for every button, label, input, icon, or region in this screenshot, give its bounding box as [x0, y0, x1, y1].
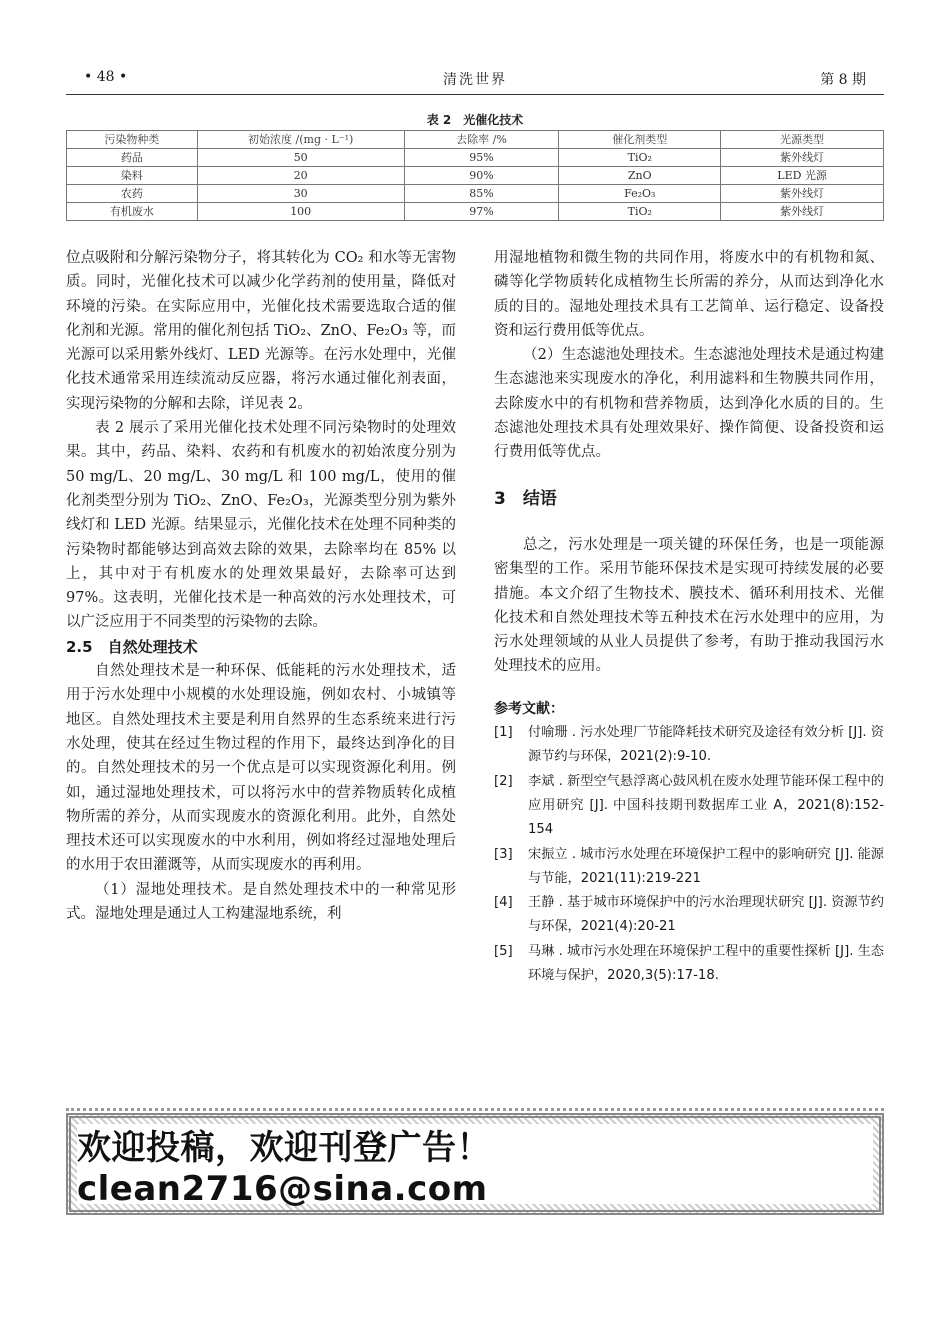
- table-header-cell: 光源类型: [721, 131, 884, 149]
- table-row: [67, 185, 884, 203]
- table-cell: 90%: [404, 167, 559, 185]
- reference-text: 宋振立 . 城市污水处理在环境保护工程中的影响研究 [J]. 能源与节能，2021(11):219-221: [528, 846, 884, 886]
- journal-name: 清洗世界: [443, 72, 507, 88]
- table-cell: 97%: [404, 203, 559, 221]
- ad-text: 欢迎投稿，欢迎刊登广告！ clean2716@sina.com: [77, 1127, 491, 1209]
- page-number: • 48 •: [84, 69, 128, 85]
- table-cell: 紫外线灯: [721, 203, 884, 221]
- table-cell: 有机废水: [67, 203, 198, 221]
- table-cell: 100: [197, 203, 404, 221]
- table-cell: TiO₂: [559, 149, 721, 167]
- reference-number: [4]: [494, 895, 513, 911]
- reference-number: [2]: [494, 773, 513, 789]
- table-cell: 农药: [67, 185, 198, 203]
- table-cell: TiO₂: [559, 203, 721, 221]
- section-heading: 2.5 自然处理技术: [66, 637, 198, 656]
- table-cell: LED 光源: [721, 167, 884, 185]
- table-caption: 表 2 光催化技术: [426, 113, 524, 127]
- table-cell: 药品: [67, 149, 198, 167]
- reference-text: 马琳 . 城市污水处理在环境保护工程中的重要性探析 [J]. 生态环境与保护，2020,3(5):17-18.: [528, 943, 884, 984]
- photocatalysis-table: [66, 130, 884, 221]
- table-cell: 85%: [404, 185, 559, 203]
- table-cell: 30: [197, 185, 404, 203]
- paragraph: （2）生态滤池处理技术。生态滤池处理技术是通过构建生态滤池来实现废水的净化，利用滤料和生物膜共同作用，去除废水中的有机物和营养物质，达到净化水质的目的。生态滤池处理技术具有处理效果好、操作简便、设备投资和运行费用低等优点。: [494, 347, 884, 461]
- ad-banner-inner: [77, 1124, 873, 1209]
- reference-number: [3]: [494, 846, 513, 862]
- table-cell: Fe₂O₃: [559, 185, 721, 203]
- reference-item: [494, 721, 884, 770]
- table-row: [67, 149, 884, 167]
- reference-number: [1]: [494, 725, 513, 741]
- reference-item: [494, 891, 884, 940]
- table-header-cell: 去除率 /%: [404, 131, 559, 149]
- table-row: [67, 167, 884, 185]
- table-cell: 20: [197, 167, 404, 185]
- table-cell: 染料: [67, 167, 198, 185]
- paragraph: （1）湿地处理技术。是自然处理技术中的一种常见形式。湿地处理是通过人工构建湿地系统，利: [66, 881, 456, 923]
- paragraph: 位点吸附和分解污染物分子，将其转化为 CO₂ 和水等无害物质。同时，光催化技术可以减少化学药剂的使用量，降低对环境的污染。在实际应用中，光催化技术需要选取合适的催化剂和光源。常用的催化剂包括 TiO₂、ZnO、Fe₂O₃ 等，而光源可以采用紫外线灯、LED 光源等。在污水处理中，光催化技术通常采用连续流动反应器，将污水通过催化剂表面，实现污染物的分解和去除，详见表 2。: [66, 250, 456, 412]
- table-row: [67, 203, 884, 221]
- table-cell: 紫外线灯: [721, 185, 884, 203]
- section-heading: 3 结语: [494, 488, 557, 509]
- table-header-cell: 污染物种类: [67, 131, 198, 149]
- reference-number: [5]: [494, 943, 513, 959]
- reference-text: 李斌 . 新型空气悬浮离心鼓风机在废水处理节能环保工程中的应用研究 [J]. 中国科技期刊数据库工业 A，2021(8):152-154: [528, 773, 884, 838]
- left-column: [66, 246, 456, 926]
- reference-text: 王静 . 基于城市环境保护中的污水治理现状研究 [J]. 资源节约与环保，2021(4):20-21: [528, 895, 884, 935]
- table-header-row: [67, 131, 884, 149]
- reference-item: [494, 770, 884, 843]
- table-cell: 50: [197, 149, 404, 167]
- running-header: [66, 66, 884, 95]
- reference-text: 付喻珊 . 污水处理厂节能降耗技术研究及途径有效分析 [J]. 资源节约与环保，2021(2):9-10.: [528, 725, 884, 765]
- reference-item: [494, 940, 884, 989]
- table-cell: 95%: [404, 149, 559, 167]
- table-header-cell: 初始浓度 /(mg · L⁻¹): [197, 131, 404, 149]
- table-cell: 紫外线灯: [721, 149, 884, 167]
- ad-banner: [66, 1113, 884, 1215]
- paragraph: 总之，污水处理是一项关键的环保任务，也是一项能源密集型的工作。采用节能环保技术是实现可持续发展的必要措施。本文介绍了生物技术、膜技术、循环利用技术、光催化技术和自然处理技术等五种技术在污水处理中的应用，为污水处理领域的从业人员提供了参考，有助于推动我国污水处理技术的应用。: [494, 536, 884, 675]
- table-header-cell: 催化剂类型: [559, 131, 721, 149]
- paragraph: 自然处理技术是一种环保、低能耗的污水处理技术，适用于污水处理中小规模的水处理设施，例如农村、小城镇等地区。自然处理技术主要是利用自然界的生态系统来进行污水处理，使其在经过生物过程的作用下，最终达到净化的目的。自然处理技术的另一个优点是可以实现资源化利用。例如，通过湿地处理技术，可以将污水中的营养物质转化成植物所需的养分，从而实现废水的资源化利用。此外，自然处理技术还可以实现废水的中水利用，例如将经过湿地处理后的水用于农田灌溉等，从而实现废水的再利用。: [66, 663, 456, 874]
- references-heading: 参考文献：: [494, 700, 564, 717]
- reference-item: [494, 843, 884, 892]
- paragraph: 用湿地植物和微生物的共同作用，将废水中的有机物和氮、磷等化学物质转化成植物生长所需的养分，从而达到净化水质的目的。湿地处理技术具有工艺简单、运行稳定、设备投资和运行费用低等优点。: [494, 250, 884, 339]
- paragraph: 表 2 展示了采用光催化技术处理不同污染物时的处理效果。其中，药品、染料、农药和有机废水的初始浓度分别为 50 mg/L、20 mg/L、30 mg/L 和 100 mg/L，使用的催化剂类型分别为 TiO₂、ZnO、Fe₂O₃，光源类型分别为紫外线灯和 LED 光源。结果显示，光催化技术在处理不同种类的污染物时都能够达到高效去除的效果，去除率均在 85% 以上，其中对于有机废水的处理效果最好，去除率可达到 97%。这表明，光催化技术是一种高效的污水处理技术，可以广泛应用于不同类型的污染物的去除。: [66, 420, 456, 631]
- issue-number: 第 8 期: [820, 72, 866, 88]
- right-column: [494, 246, 884, 988]
- table-cell: ZnO: [559, 167, 721, 185]
